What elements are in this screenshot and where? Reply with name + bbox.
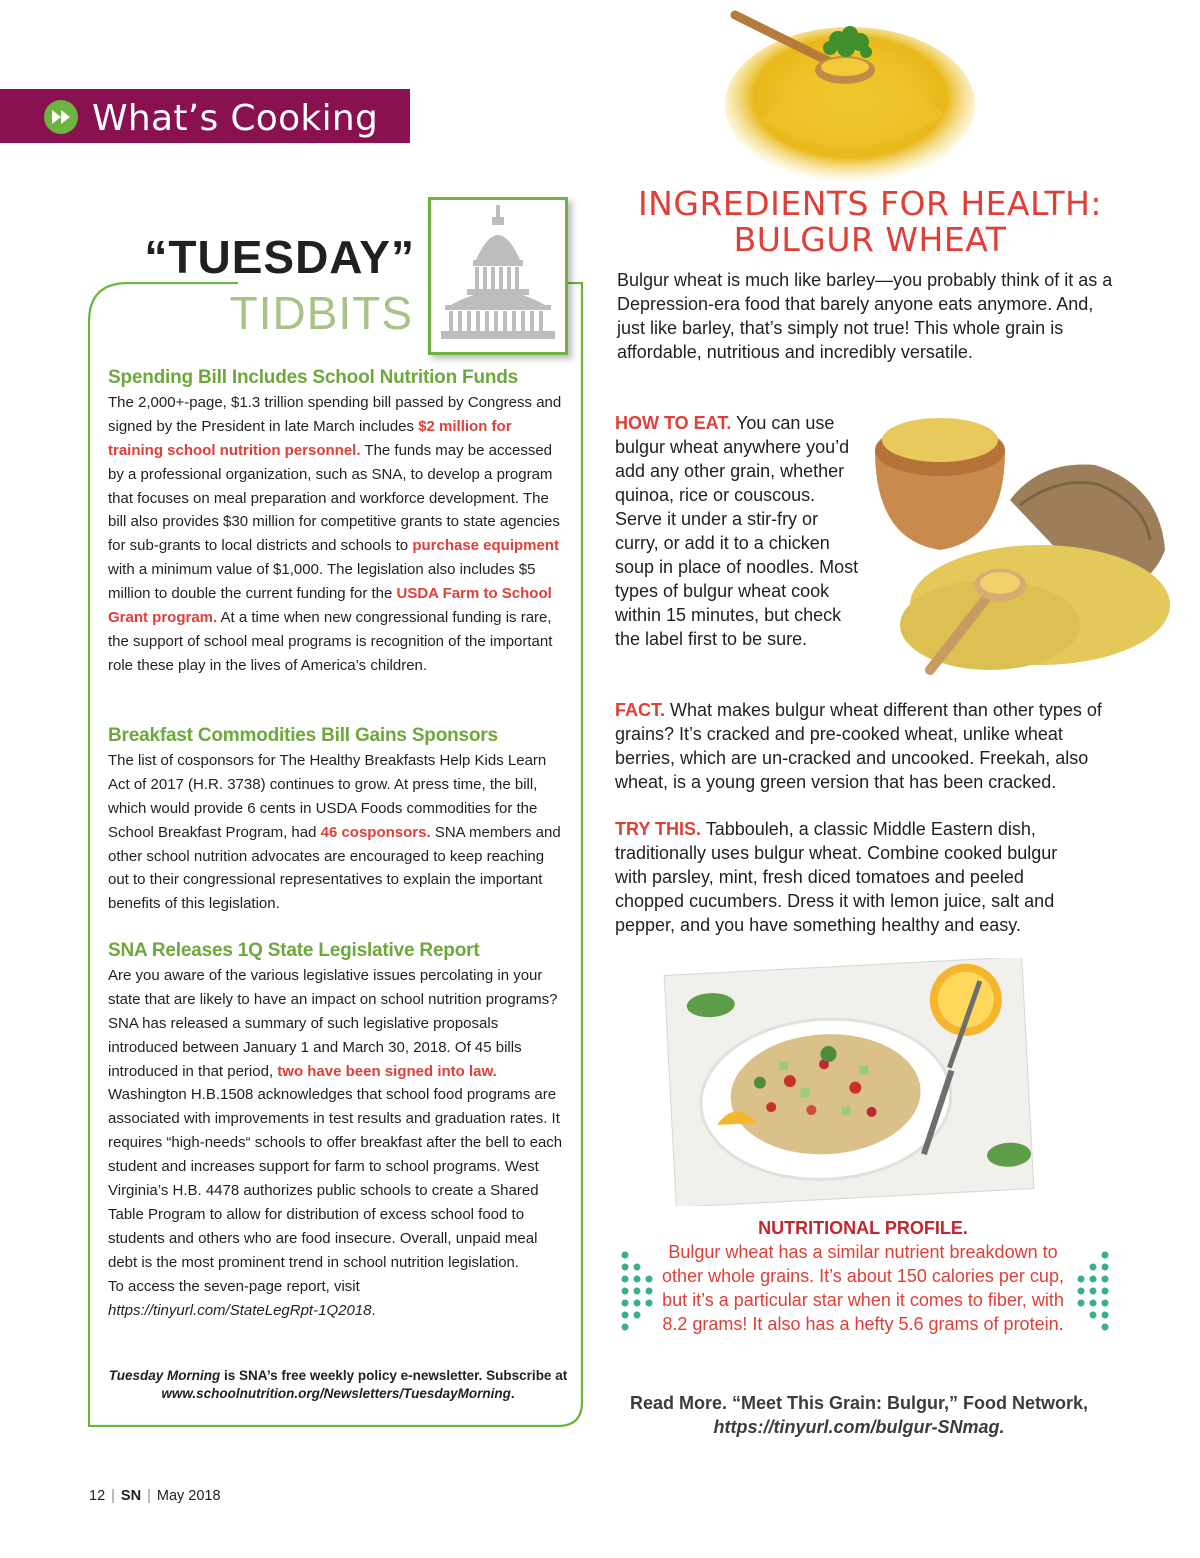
link-signed-into-law[interactable]: two have been signed into law. [277,1062,497,1080]
read-more-url[interactable]: https://tinyurl.com/bulgur-SNmag. [713,1417,1005,1437]
nutritional-profile [658,1216,1068,1336]
fact-paragraph: FACT. What makes bulgur wheat different than other types of grains? It’s cracked and pre-cooked wheat, unlike wheat berries, which are un-cracked and uncooked. Freekah, also wheat, is a young green version that has been cracked. [615,700,1102,792]
link-46-cosponsors[interactable]: 46 cosponsors. [320,823,431,841]
newsletter-note: Tuesday Morning is SNA’s free weekly policy e-newsletter. Subscribe at www.schoolnutrition.org/Newsletters/TuesdayMorning. [108,1368,568,1401]
article-heading: Breakfast Commodities Bill Gains Sponsors [108,725,498,746]
ingredients-title: INGREDIENTS FOR HEALTH: BULGUR WHEAT [637,184,1103,259]
capitol-box [428,197,568,355]
dots-decoration-left [617,1251,657,1331]
link-farm-to-school[interactable]: USDA Farm to School Grant program. [108,585,552,627]
article-heading: SNA Releases 1Q State Legislative Report [108,940,480,961]
article-spending-bill [108,366,568,678]
page-number: 12 [89,1488,106,1504]
nutritional-profile-text: Bulgur wheat has a similar nutrient breakdown to other whole grains. It’s about 150 calories per cup, but it’s a particular star when it comes to fiber, with 8.2 grams! It also has a hefty 5.6 grams of protein. [662,1242,1064,1334]
nutritional-profile-heading: NUTRITIONAL PROFILE. [758,1218,968,1238]
link-purchase-equipment[interactable]: purchase equipment [412,537,560,555]
article-breakfast-bill [108,724,568,916]
article-body: The 2,000+-page, $1.3 trillion spending bill passed by Congress and signed by the President in late March includes $2 million for training school nutrition personnel. The funds may be accessed by a professional organization, such as SNA, to develop a program that focuses on meal preparation and workforce development. The bill also provides $30 million for competitive grants to state agencies for sub-grants to local districts and schools to purchase equipment with a minimum value of $1,000. The legislation also includes $5 million to double the current funding for the USDA Farm to School Grant program. At a time when new congressional funding is rare, the support of school meal programs is recognition of the important role these play in the lives of America’s children. [108,393,562,674]
tabbouleh-photo [660,958,1038,1206]
tidbits-title: “TUESDAY” [144,231,415,283]
bulgur-pile-image [720,0,980,185]
section-title: What’s Cooking [92,98,379,139]
article-report-link: To access the seven-page report, visit https://tinyurl.com/StateLegRpt-1Q2018. [108,1277,376,1319]
link-2-million[interactable]: $2 million for training school nutrition personnel. [108,417,512,459]
article-heading: Spending Bill Includes School Nutrition Funds [108,367,519,388]
newsletter-url[interactable]: www.schoolnutrition.org/Newsletters/TuesdayMorning [161,1386,511,1401]
page-footer: 12 | SN | May 2018 [89,1488,221,1504]
magazine-name: SN [120,1488,142,1504]
issue-date: May 2018 [156,1488,221,1504]
how-to-eat: HOW TO EAT. You can use bulgur wheat anywhere you’d add any other grain, whether quinoa, rice or couscous. Serve it under a stir-fry or curry, or add it to a chicken soup in place of noodles. Most types of bulgur wheat cook within 15 minutes, but check the label first to be sure. [615,413,859,649]
dots-decoration-right [1073,1251,1113,1331]
intro-paragraph: Bulgur wheat is much like barley—you probably think of it as a Depression-era food that barely anyone eats anymore. And, just like barley, that’s simply not true! This whole grain is affordable, nutritious and incredibly versatile. [617,270,1113,362]
read-more: Read More. “Meet This Grain: Bulgur,” Food Network, https://tinyurl.com/bulgur-SNmag. [616,1391,1102,1439]
try-this-paragraph: TRY THIS. Tabbouleh, a classic Middle Eastern dish, traditionally uses bulgur wheat. Combine cooked bulgur with parsley, mint, fresh diced tomatoes and peeled chopped cucumbers. Dress it with lemon juice, salt and pepper, and you have something healthy and easy. [615,819,1058,935]
article-legislative-report [108,939,568,1323]
report-url[interactable]: https://tinyurl.com/StateLegRpt-1Q2018 [108,1301,372,1319]
article-body: Are you aware of the various legislative issues percolating in your state that are likely to have an impact on school nutrition programs? SNA has released a summary of such legislative proposals introduced between January 1 and March 30, 2018. Of 45 bills introduced in that period, two have been signed into law. Washington H.B.1508 acknowledges that school food programs are associated with improvements in test results and graduation rates. It requires “high-needs“ schools to offer breakfast after the bell to each student and increases support for farm to school programs. West Virginia’s H.B. 4478 authorizes public schools to create a Shared Table Program to allow for distribution of excess school food to students and others who are food insecure. Overall, unpaid meal debt is the most prominent trend in school nutrition legislation. [108,966,563,1271]
article-body: The list of cosponsors for The Healthy Breakfasts Help Kids Learn Act of 2017 (H.R. 3738) continues to grow. At press time, the bill, which would provide 6 cents in USDA Foods commodities for the School Breakfast Program, had 46 cosponsors. SNA members and other school nutrition advocates are encouraged to keep reaching out to their congressional representatives to explain the important benefits of this legislation. [108,751,561,913]
tidbits-subtitle: TIDBITS [229,287,413,339]
bulgur-bowl-image [860,390,1170,680]
capitol-icon [431,200,565,352]
fast-forward-icon [44,100,78,134]
